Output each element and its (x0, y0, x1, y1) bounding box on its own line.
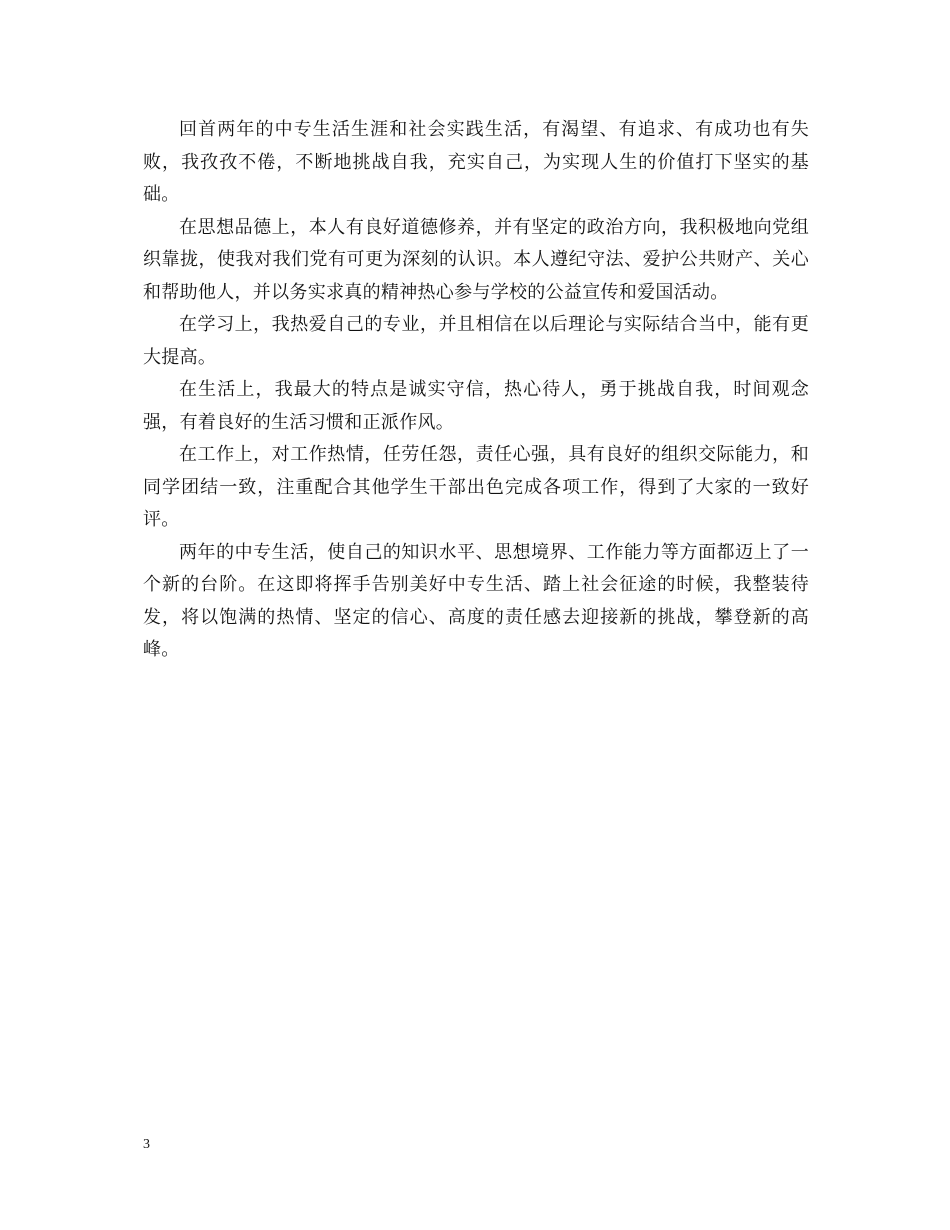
paragraph-review: 回首两年的中专生活生涯和社会实践生活，有渴望、有追求、有成功也有失败，我孜孜不倦，不断地挑战自我，充实自己，为实现人生的价值打下坚实的基础。 (143, 119, 809, 205)
paragraph-work: 在工作上，对工作热情，任劳任怨，责任心强，具有良好的组织交际能力，和同学团结一致，注重配合其他学生干部出色完成各项工作，得到了大家的一致好评。 (143, 444, 809, 530)
page-number: 3 (143, 1137, 150, 1152)
paragraph-life: 在生活上，我最大的特点是诚实守信，热心待人，勇于挑战自我，时间观念强，有着良好的生活习惯和正派作风。 (143, 379, 809, 433)
paragraph-morality: 在思想品德上，本人有良好道德修养，并有坚定的政治方向，我积极地向党组织靠拢，使我对我们党有可更为深刻的认识。本人遵纪守法、爱护公共财产、关心和帮助他人，并以务实求真的精神热心参与学校的公益宣传和爱国活动。 (143, 216, 809, 303)
paragraph-study: 在学习上，我热爱自己的专业，并且相信在以后理论与实际结合当中，能有更大提高。 (143, 314, 809, 368)
paragraph-conclusion: 两年的中专生活，使自己的知识水平、思想境界、工作能力等方面都迈上了一个新的台阶。在这即将挥手告别美好中专生活、踏上社会征途的时候，我整装待发，将以饱满的热情、坚定的信心、高度的责任感去迎接新的挑战，攀登新的高峰。 (143, 541, 809, 660)
document-body (143, 114, 809, 667)
